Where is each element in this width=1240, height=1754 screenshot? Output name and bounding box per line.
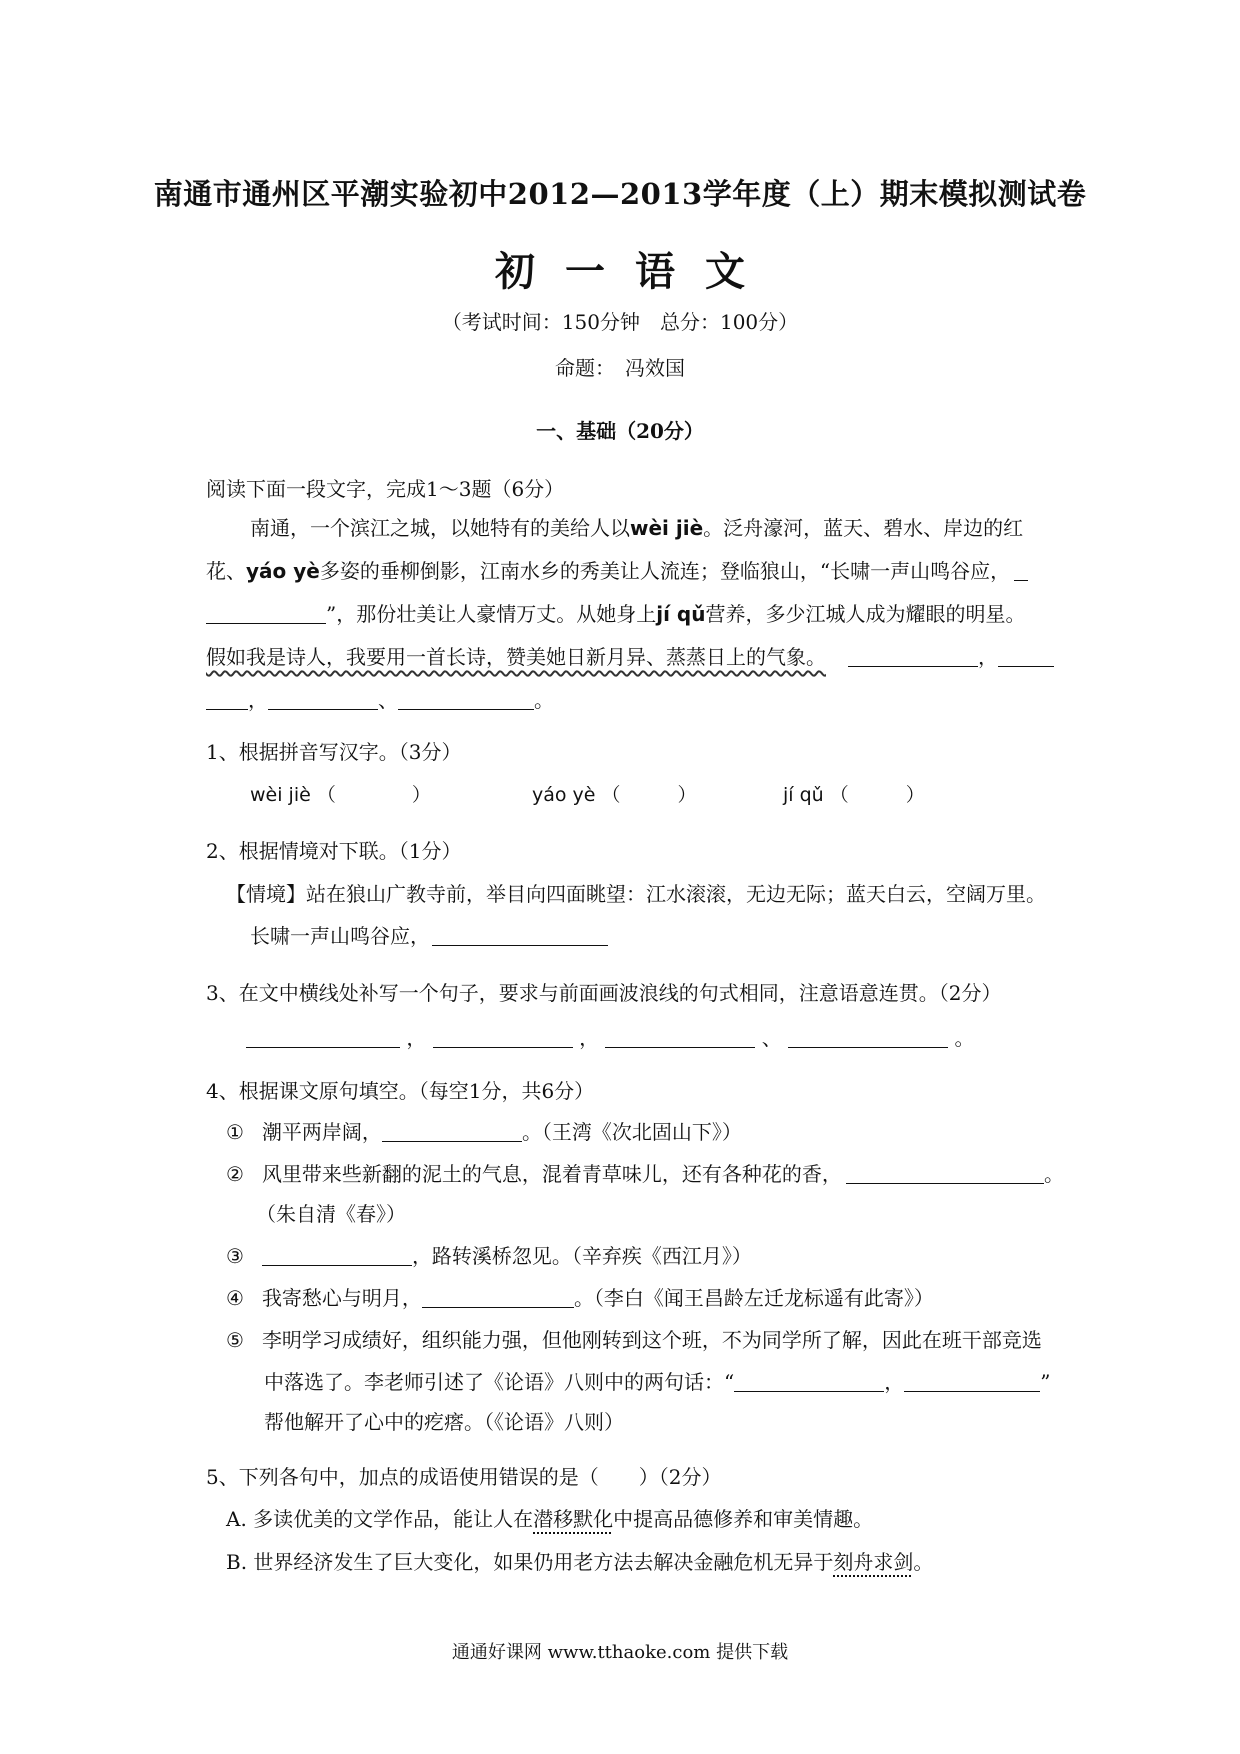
item-number: ⑤ [226, 1328, 244, 1352]
option-text: 。 [913, 1550, 934, 1574]
separator: 。 [954, 1026, 975, 1050]
q4-item-5-line-3: 帮他解开了心中的疙瘩。（《论语》八则） [264, 1410, 624, 1434]
q3-stem: 3、在文中横线处补写一个句子，要求与前面画波浪线的句式相同，注意语意连贯。（2分） [206, 981, 1002, 1005]
passage-line-5 [206, 684, 554, 713]
q1-item-jiqu[interactable]: jí qǔ （ ） [783, 784, 925, 806]
answer-blank[interactable] [605, 1027, 755, 1048]
passage-text: 南通，一个滨江之城，以她特有的美给人以 [250, 516, 630, 540]
exam-title: 南通市通州区平潮实验初中2012—2013学年度（上）期末模拟测试卷 [153, 177, 1087, 211]
answer-blank[interactable] [246, 1027, 400, 1048]
q4-item-5-line-2 [264, 1366, 1050, 1395]
item-text: 我寄愁心与明月， [261, 1286, 422, 1310]
item-text: 中落选了。李老师引述了《论语》八则中的两句话：“ [264, 1370, 735, 1394]
author: 命题： 冯效国 [555, 356, 685, 380]
answer-blank[interactable] [848, 646, 978, 667]
q4-item-4 [226, 1282, 934, 1311]
answer-blank[interactable] [433, 1027, 573, 1048]
pinyin-jiqu: jí qǔ [656, 602, 706, 626]
answer-blank[interactable] [788, 1027, 948, 1048]
q1-item-yaoye[interactable]: yáo yè （ ） [532, 784, 697, 806]
item-text: 李明学习成绩好，组织能力强，但他刚转到这个班，不为同学所了解，因此在班干部竞选 [261, 1328, 1042, 1352]
item-source: 。（李白《闻王昌龄左迁龙标遥有此寄》） [573, 1286, 934, 1310]
q4-item-2-source: （朱自清《春》） [256, 1202, 406, 1226]
passage-text: ， [248, 688, 268, 712]
q5-option-a[interactable] [226, 1503, 873, 1532]
q2-stem: 2、根据情境对下联。（1分） [206, 839, 462, 863]
answer-blank[interactable] [734, 1371, 884, 1392]
answer-blank[interactable] [382, 1121, 522, 1142]
reading-intro: 阅读下面一段文字，完成1～3题（6分） [206, 477, 565, 501]
item-text: 风里带来些新翻的泥土的气息，混着青草味儿，还有各种花的香， [261, 1162, 842, 1186]
separator: 、 [761, 1026, 782, 1050]
separator: ， [884, 1370, 905, 1394]
item-number: ④ [226, 1286, 244, 1310]
option-text: B. 世界经济发生了巨大变化，如果仍用老方法去解决金融危机无异于 [226, 1550, 834, 1574]
item-number: ② [226, 1162, 244, 1186]
answer-blank[interactable] [206, 603, 326, 624]
answer-blank[interactable] [268, 689, 378, 710]
q4-item-1 [226, 1116, 742, 1145]
passage-text: 。 [534, 688, 554, 712]
q2-context: 【情境】站在狼山广教寺前，举目向四面眺望：江水滚滚，无边无际；蓝天白云，空阔万里。 [226, 882, 1046, 906]
passage-line-1 [250, 512, 1023, 541]
q1-item-weijie[interactable]: wèi jiè （ ） [250, 784, 431, 806]
pinyin-yaoye: yáo yè [246, 559, 320, 583]
item-text: ，路转溪桥忽见。（辛弃疾《西江月》） [411, 1244, 752, 1268]
passage-line-3 [206, 598, 1025, 627]
answer-blank[interactable] [998, 646, 1054, 667]
passage-text: 花、 [206, 559, 246, 583]
dotted-idiom: 刻舟求剑 [833, 1550, 914, 1574]
answer-blank[interactable] [432, 925, 608, 946]
answer-blank[interactable] [422, 1287, 574, 1308]
dotted-idiom: 潜移默化 [533, 1507, 614, 1531]
q2-line [250, 920, 608, 949]
answer-blank[interactable] [846, 1163, 1044, 1184]
wavy-sentence: 假如我是诗人，我要用一首长诗，赞美她日新月异、蒸蒸日上的气象。 [206, 645, 826, 669]
q1-stem: 1、根据拼音写汉字。（3分） [206, 740, 462, 764]
q4-item-2 [226, 1158, 1064, 1187]
item-number: ③ [226, 1244, 244, 1268]
option-text: 中提高品德修养和审美情趣。 [613, 1507, 874, 1531]
item-number: ① [226, 1120, 244, 1144]
q4-item-3 [226, 1240, 752, 1269]
q4-item-5 [226, 1324, 1042, 1353]
passage-text: ”，那份壮美让人豪情万丈。从她身上 [326, 602, 657, 626]
passage-line-4 [206, 641, 1054, 670]
separator: ， [579, 1026, 600, 1050]
page-footer: 通通好课网 www.tthaoke.com 提供下载 [451, 1642, 789, 1663]
item-end: 。 [1043, 1162, 1064, 1186]
item-text: 潮平两岸阔， [261, 1120, 382, 1144]
passage-line-2 [206, 555, 1028, 584]
passage-text: 营养，多少江城人成为耀眼的明星。 [705, 602, 1026, 626]
q5-stem: 5、下列各句中，加点的成语使用错误的是（ ）（2分） [206, 1465, 722, 1489]
answer-blank[interactable] [1014, 560, 1028, 581]
answer-blank[interactable] [206, 689, 248, 710]
exam-info: （考试时间：150分钟 总分：100分） [441, 310, 799, 334]
q3-answer-line [246, 1022, 975, 1051]
passage-text: ， [978, 645, 998, 669]
answer-blank[interactable] [262, 1245, 412, 1266]
answer-blank[interactable] [904, 1371, 1040, 1392]
subject-title: 初一语文 [495, 248, 775, 295]
passage-text: 。泛舟濠河，蓝天、碧水、岸边的红 [703, 516, 1024, 540]
item-source: 。（王湾《次北固山下》） [521, 1120, 742, 1144]
passage-text: 、 [378, 688, 398, 712]
q5-option-b[interactable] [226, 1546, 933, 1575]
q4-stem: 4、根据课文原句填空。（每空1分，共6分） [206, 1079, 595, 1103]
answer-blank[interactable] [398, 689, 534, 710]
separator: ， [406, 1026, 427, 1050]
close-quote: ” [1040, 1370, 1051, 1394]
couplet-first-line: 长啸一声山鸣谷应， [250, 924, 430, 948]
passage-text: 多姿的垂柳倒影，江南水乡的秀美让人流连；登临狼山，“长啸一声山鸣谷应， [319, 559, 1011, 583]
section-heading: 一、基础（20分） [536, 419, 704, 443]
option-text: A. 多读优美的文学作品，能让人在 [226, 1507, 534, 1531]
pinyin-weijie: wèi jiè [630, 516, 704, 540]
